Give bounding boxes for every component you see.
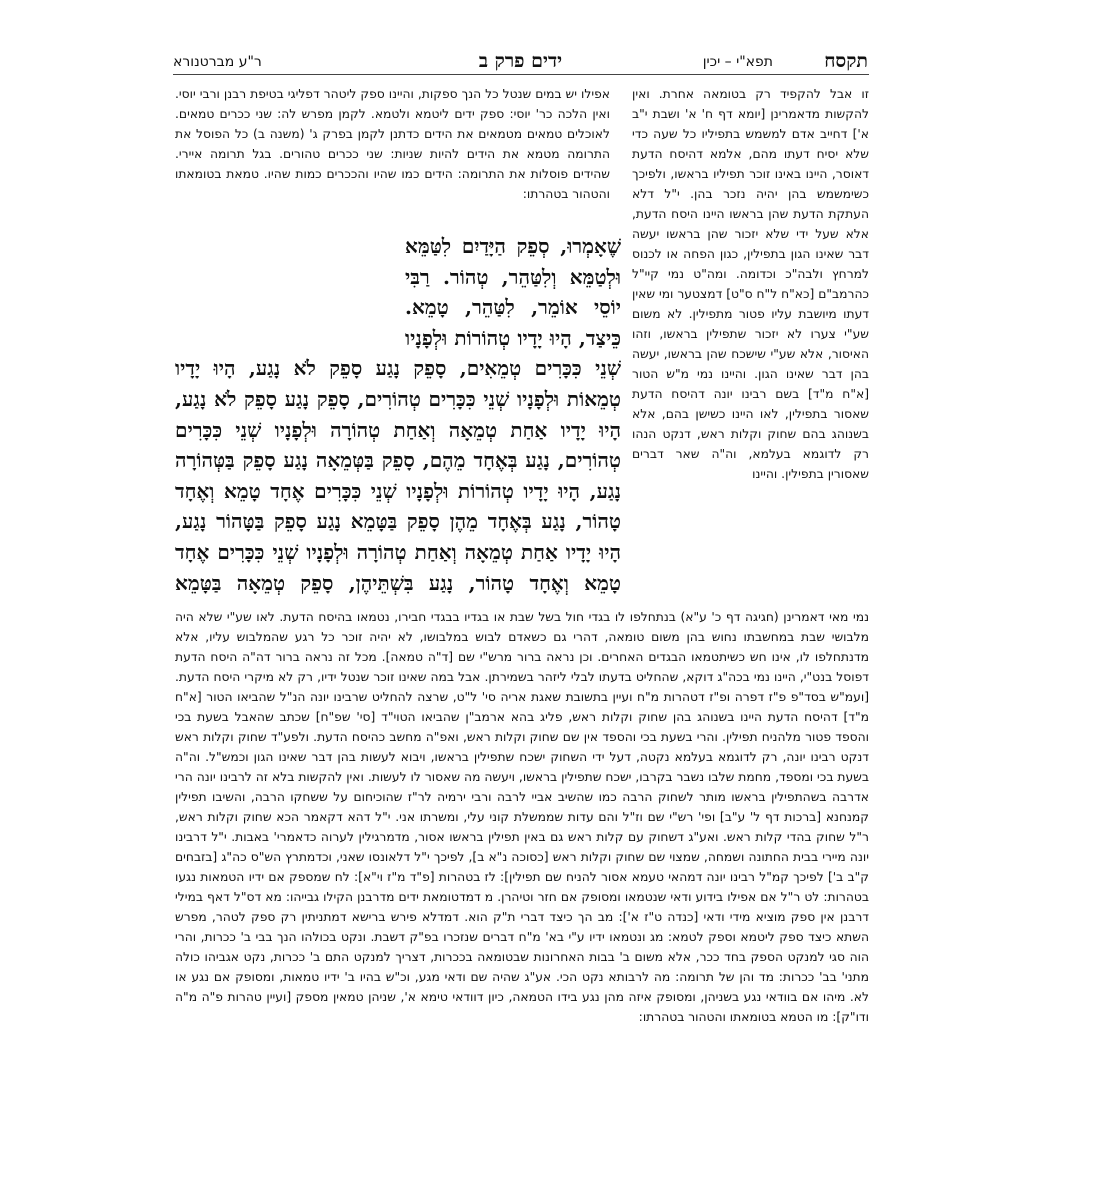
bottom-commentary-text: נמי מאי דאמרינן (חגיגה דף כ' ע"א) בנתחלפו לו בגדי חול בשל שבת או בגדיו בבגדי חבירו, נטמאו בהיסח הדעת. לאו שע"י שלא היה מלבושי שבת במחשבתו נחוש בהן משום טומאה, דהרי גם כשאדם לבוש במלבושו, לא יהיה זוכר כל רגע שהמלבוש עליו, אלא מדנתחלפו לו, אינו חש כשיתטמאו הבגדים האחרים. וכן נראה ברור מרש"י שם [ד"ה טמאה]. מכל זה נראה ברור דה"ה היסח הדעת דפוסל בנט"י, היינו נמי בכה"ג דוקא, שהחליט בדעתו לבלי ליזהר בשמירתן. אבל במה שאינו זוכר שנטל ידיו, רק לא מיקרי היסח הדעת. [ועמ"ש בסד"פ פ"ז דפרה ופ"ז דטהרות מ"ח ועיין בתשובת שאגת אריה סי' ל"ט, שרצה להחליט שרבינו יונה הנ"ל שהביאו הטור [א"ח מ"ד] דהיסח הדעת היינו בשנוהג בהן שחוק וקלות ראש, פליג בהא ארמב"ן שהביאו הטוי"ד [סי' שפ"ח] שכתב שהאבל בשעת בכי והספד פטור מלהניח תפילין. והרי בשעת בכי והספד אין שם שחוק וקלות ראש, ואפ"ה מחשב כהיסח הדעת. ולפע"ד שחוק וקלות ראש דנקט רבינו יונה, רק לדוגמא בעלמא נקטה, דעל ידי השחוק ישכח שתפילין בראשו, ויבוא לעשות בהן דבר שאינו הגון וכמש"ל. וה"ה בשעת בכי ומספד, מחמת שלבו נשבר בקרבו, ישכח שתפילין בראשו, ויעשה מה שאסור לו לעשות. ואין להקשות בלא זה לרבינו יונה הרי אדרבה בשהתפילין בראשו מותר לשחוק הרבה כמו שהשיב אביי לרבה ורבי ירמיה לר"ז שהוכיחום על ששחקו הרבה, והשיבו תפילין קמנחנא [ברכות דף ל' ע"ב] ופי' רש"י שם וז"ל והם עדות שממשלת קוני עלי, ומשרתו אני. י"ל דהא דקאמר הכא שחוק וקלות ראש, ר"ל שחוק בהדי קלות ראש. ואע"ג דשחוק עם קלות ראש גם באין תפילין בראשו אסור, מדמרגילין לערוה כדאמרי' באבות. י"ל דרבינו יונה מיירי בבית החתונה ושמחה, שמצוי שם שחוק וקלות ראש [כסוכה נ"א ב], לפיכך י"ל דלאונסו שאני, וכדמתרץ הש"ס כה"ג [בזבחים ק"ב ב'] לפיכך קמ"ל רבינו יונה דמהאי טעמא אסור להניח שם תפילין]: לז בטהרות [פ"ד מ"ז וי"א]: לח שמספק אם ידיו הטמאות נגעו בטהרות: לט ר"ל אם אפילו בידוע ודאי שנטמאו ומסופק אם חזר וטיהרן. מ דמדטומאת ידים מדרבנן הקילו גבייהו: מא דס"ל דאף במילי דרבנן אין ספק מוציא מידי ודאי [כנדה ט"ז א']: מב הך כיצד דברי ת"ק הוא. דמדלא פירש ברישא דמתניתין רק ספק לטהר, מפרש השתא כיצד ספק ליטמא וספק לטמא: מג ונטמאו ידיו ע"י בא' מ"ח דברים שנזכרו בפ"ק דשבת. ונקט בכולהו הנך בבי ב' ככרות, והרי הוה סגי למנקט הספק בחד ככר, אלא משום ב' בבות האחרונות שבטומאה בככרות, דצריך למנקט התם ב' ככרות, נקט אגביהו כולה מתני' בב' ככרות: מד והן של תרומה: מה לרבותא נקט הכי. אע"ג שהיה שם ודאי מגע, וכ"ש בהיו ב' ידיו טמאות, ומסופק אם נגע או לא. מיהו אם בוודאי נגע בשניהן, ומסופק איזה מהן נגע בידו הטמאה, כיון דוודאי טימא א', שניהן טמאין מספק [ועיין טהרות פ"ה מ"ה ודו"ק]: מו הטמא בטומאתו והטהור בטהרתו: <box>175 610 869 1024</box>
mishnah-text: שֶׁאָמְרוּ, סְפֵק הַיָּדַיִם לִטַּמֵּא וּלְטַמֵּא וְלִטַּהֵר, טְהוֹר. רַבִּי יוֹסֵי אוֹמֵר, לִטַּהֵר, טָמֵא. כֵּיצַד, הָיוּ יָדָיו טְהוֹרוֹת וּלְפָנָיו שְׁנֵי כִּכָּרִים טְמֵאִים, סָפֵק נָגַע סָפֵק לֹא נָגַע, הָיוּ יָדָיו טְמֵאוֹת וּלְפָנָיו שְׁנֵי כִּכָּרִים טְהוֹרִים, סָפֵק נָגַע סָפֵק לֹא נָגַע, הָיוּ יָדָיו אַחַת טְמֵאָה וְאַחַת טְהוֹרָה וּלְפָנָיו שְׁנֵי כִּכָּרִים טְהוֹרִים, נָגַע בְּאֶחָד מֵהֶם, סָפֵק בַּטְּמֵאָה נָגַע סָפֵק בַּטְּהוֹרָה נָגַע, הָיוּ יָדָיו טְהוֹרוֹת וּלְפָנָיו שְׁנֵי כִּכָּרִים אֶחָד טָמֵא וְאֶחָד טָהוֹר, נָגַע בְּאֶחָד מֵהֶן סָפֵק בַּטָּמֵא נָגַע סָפֵק בַּטָּהוֹר נָגַע, הָיוּ יָדָיו אַחַת טְמֵאָה וְאַחַת טְהוֹרָה וּלְפָנָיו שְׁנֵי כִּכָּרִים אֶחָד טָמֵא וְאֶחָד טָהוֹר, נָגַע בִּשְׁתֵּיהֶן, סָפֵק טְמֵאָה בַּטָּמֵא <box>175 234 621 595</box>
bartenura-text: אפילו יש במים שנטל כל הנך ספקות, והיינו ספק ליטהר דפליגי בטיפת רבנן ורבי יוסי. ואין הלכה כר' יוסי: ספק ידים ליטמא ולטמא. לקמן מפרש לה: שני ככרים טמאים. לאוכלים טמאים מטמאים את הידים כדתנן לקמן בפרק ג' (משנה ב) כל הפוסל את התרומה מטמא את הידים להיות שניות: שני ככרים טהורים. בגל תרומה איירי. שהידים פוסלות את התרומה: הידים כמו שהיו והככרים כמות שהיו. טמאת בטומאתו והטהור בטהרתו: <box>175 87 610 201</box>
mishnah-block <box>175 231 621 597</box>
page-header <box>173 50 868 76</box>
page-number: תקסח <box>824 50 868 72</box>
commentary-title-right: תפא"י – יכין <box>702 54 773 70</box>
commentary-title-left: ר"ע מברטנורא <box>173 54 262 70</box>
header-rule <box>173 74 869 75</box>
tiferet-yisrael-column <box>632 84 869 606</box>
chapter-title: ידים פרק ב <box>478 50 563 72</box>
tiferet-yisrael-text: זו אבל להקפיד רק בטומאה אחרת. ואין להקשות מדאמרינן [יומא דף ח' א' ושבת י"ב א'] דחייב אדם למשמש בתפיליו כל שעה כדי שלא יסיח דעתו מהם, אלמא דהיסח הדעת דאוסר, היינו באינו זוכר תפיליו בראשו, ולפיכך כשימשמש בהן יהיה נזכר בהן. י"ל דלא העתקת הדעת שהן בראשו היינו היסח הדעת, אלא שעל ידי שלא יזכור שהן בראשו יעשה דבר שאינו הגון בתפילין, כגון הפחה או לכנוס למרחץ ולבה"כ וכדומה. ומה"ט נמי קיי"ל כהרמב"ם [כא"ח ל"ח ס"ט] דמצטער ומי שאין דעתו מיושבת עליו פטור מתפילין. לא משום שע"י צערו לא יזכור שתפילין בראשו, וזהו האיסור, אלא שע"י שישכח שהן בראשו, יעשה בהן דבר שאינו הגון. והיינו נמי מ"ש הטור [א"ח מ"ד] בשם רבינו יונה דהיסח הדעת שאסור בתפילין, לאו היינו כשישן בהם, אלא בשנוהג בהם שחוק וקלות ראש, דנקט הנהו רק לדוגמא בעלמא, וה"ה שאר דברים שאסורין בתפילין. והיינו <box>632 87 869 481</box>
bottom-commentary <box>175 607 869 1147</box>
